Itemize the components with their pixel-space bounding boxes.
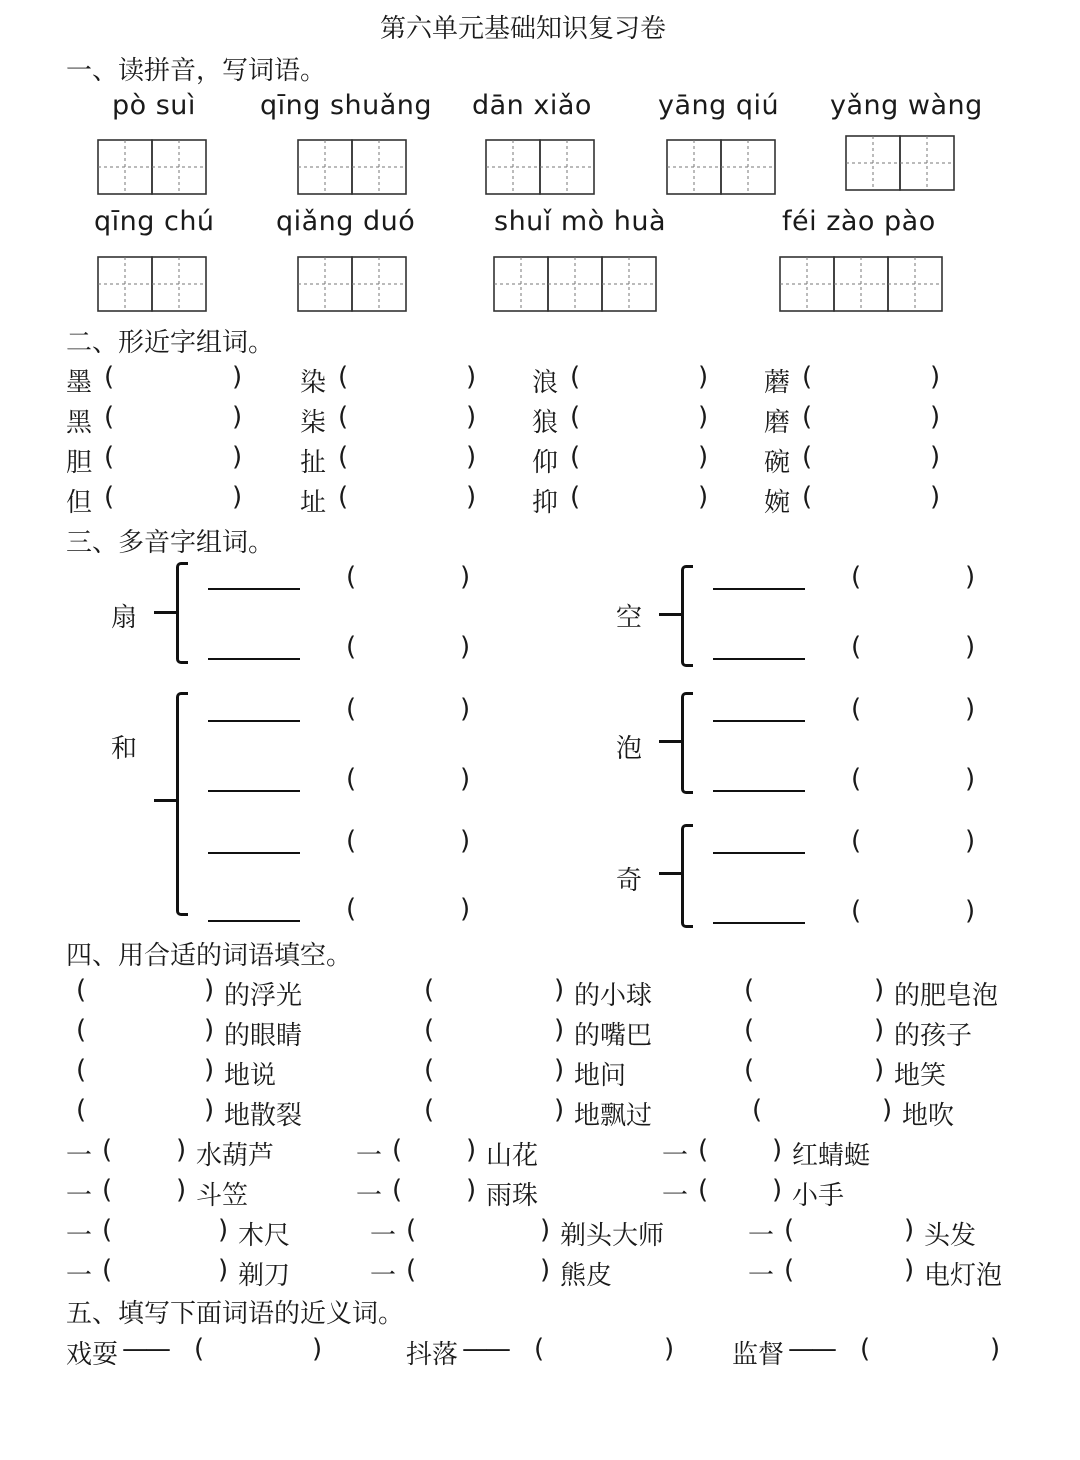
answer-line[interactable] [208,658,300,660]
measure-yi: 一 [356,1141,383,1171]
pinyin-item: dān xiǎo [472,90,592,121]
paren-close: ) [554,1015,565,1045]
paren-close: ) [466,442,477,472]
paren-close: ) [460,894,471,924]
paren-close: ) [882,1095,893,1125]
phrase-word: 地吹 [902,1101,955,1131]
answer-line[interactable] [208,588,300,590]
answer-blank[interactable] [878,1338,990,1368]
answer-blank[interactable] [716,1179,772,1209]
bracket-nub [659,872,683,875]
long-dash: —— [788,1334,834,1364]
paren-close: ) [965,632,976,662]
answer-blank[interactable] [120,1219,218,1249]
paren-open: ( [102,1175,113,1205]
answer-line[interactable] [713,790,805,792]
similar-char: 染 [300,368,327,398]
paren-open: ( [76,1095,87,1125]
similar-char: 碗 [764,448,791,478]
curly-bracket [176,692,188,916]
similar-char: 仰 [532,448,559,478]
synonym-word: 戏耍 [66,1340,119,1370]
section-5-heading: 五、填写下面词语的近义词。 [66,1299,405,1329]
paren-open: ( [104,482,115,512]
similar-char: 墨 [66,368,93,398]
paren-open: ( [851,632,862,662]
paren-close: ) [965,764,976,794]
paren-open: ( [744,1015,755,1045]
paren-open: ( [534,1334,545,1364]
measure-yi: 一 [66,1261,93,1291]
paren-open: ( [338,402,349,432]
paren-close: ) [176,1175,187,1205]
synonym-word: 监督 [732,1340,785,1370]
answer-blank[interactable] [424,1219,540,1249]
paren-open: ( [392,1135,403,1165]
paren-open: ( [851,562,862,592]
paren-open: ( [851,694,862,724]
paren-open: ( [194,1334,205,1364]
answer-blank[interactable] [410,1139,466,1169]
polyphone-char: 扇 [111,603,138,633]
section-4-heading: 四、用合适的词语填空。 [66,941,353,971]
pinyin-item: qīng chú [94,206,215,237]
answer-blank[interactable] [820,446,930,476]
paren-open: ( [570,362,581,392]
phrase-word: 头发 [924,1221,977,1251]
paren-close: ) [176,1135,187,1165]
paren-close: ) [460,562,471,592]
similar-char: 磨 [764,408,791,438]
paren-close: ) [698,442,709,472]
phrase-word: 木尺 [238,1221,291,1251]
measure-yi: 一 [356,1181,383,1211]
similar-char: 扯 [300,448,327,478]
answer-line[interactable] [208,852,300,854]
paren-open: ( [104,442,115,472]
answer-blank[interactable] [122,486,232,516]
paren-open: ( [752,1095,763,1125]
paren-close: ) [460,694,471,724]
polyphone-char: 空 [616,603,643,633]
similar-char: 柒 [300,408,327,438]
paren-close: ) [460,632,471,662]
similar-char: 浪 [532,368,559,398]
paren-open: ( [784,1255,795,1285]
measure-yi: 一 [370,1261,397,1291]
paren-open: ( [424,1055,435,1085]
bracket-nub [659,740,683,743]
answer-blank[interactable] [442,979,554,1009]
paren-close: ) [460,826,471,856]
answer-blank[interactable] [820,366,930,396]
phrase-word: 地飘过 [574,1101,653,1131]
writing-grid[interactable] [485,139,597,197]
phrase-word: 红蜻蜓 [792,1141,871,1171]
paren-close: ) [466,1135,477,1165]
paren-close: ) [990,1334,1001,1364]
similar-char: 黑 [66,408,93,438]
answer-blank[interactable] [762,1059,874,1089]
polyphone-char: 泡 [616,734,643,764]
answer-blank[interactable] [94,1099,204,1129]
measure-yi: 一 [66,1181,93,1211]
pinyin-item: yǎng wàng [830,90,983,121]
pinyin-item: qīng shuǎng [260,90,433,121]
answer-blank[interactable] [442,1099,554,1129]
paren-close: ) [218,1255,229,1285]
paren-close: ) [874,1015,885,1045]
paren-open: ( [802,442,813,472]
answer-line[interactable] [208,720,300,722]
paren-open: ( [424,1095,435,1125]
answer-blank[interactable] [588,406,698,436]
phrase-word: 的肥皂泡 [894,981,999,1011]
similar-char: 但 [66,488,93,518]
pinyin-item: yāng qiú [658,90,780,121]
paren-close: ) [204,1095,215,1125]
synonym-word: 抖落 [406,1340,459,1370]
answer-line[interactable] [713,852,805,854]
paren-open: ( [346,764,357,794]
phrase-word: 山花 [486,1141,539,1171]
pinyin-item: féi zào pào [782,206,936,237]
phrase-word: 水葫芦 [196,1141,275,1171]
paren-open: ( [392,1175,403,1205]
paren-open: ( [802,362,813,392]
phrase-word: 的嘴巴 [574,1021,653,1051]
phrase-word: 地笑 [894,1061,947,1091]
answer-blank[interactable] [716,1139,772,1169]
measure-yi: 一 [66,1221,93,1251]
bracket-nub [154,799,178,802]
paren-close: ) [554,975,565,1005]
paren-close: ) [930,482,941,512]
answer-line[interactable] [713,658,805,660]
paren-open: ( [570,402,581,432]
section-3-heading: 三、多音字组词。 [66,528,275,558]
paren-open: ( [338,482,349,512]
answer-line[interactable] [208,920,300,922]
answer-blank[interactable] [424,1259,540,1289]
paren-open: ( [102,1135,113,1165]
similar-char: 抑 [532,488,559,518]
phrase-word: 的眼睛 [224,1021,303,1051]
writing-grid[interactable] [297,256,409,314]
paren-close: ) [460,764,471,794]
paren-close: ) [232,362,243,392]
pinyin-item: pò suì [112,90,196,121]
answer-blank[interactable] [588,366,698,396]
similar-char: 蘑 [764,368,791,398]
answer-blank[interactable] [356,406,466,436]
paren-close: ) [772,1135,783,1165]
paren-open: ( [570,482,581,512]
paren-open: ( [424,1015,435,1045]
curly-bracket [681,692,693,794]
paren-open: ( [104,402,115,432]
paren-close: ) [466,362,477,392]
section-2-heading: 二、形近字组词。 [66,328,275,358]
paren-open: ( [338,362,349,392]
answer-line[interactable] [208,790,300,792]
measure-yi: 一 [748,1261,775,1291]
similar-char: 胆 [66,448,93,478]
writing-grid[interactable] [97,139,209,197]
paren-open: ( [851,826,862,856]
bracket-nub [659,613,683,616]
phrase-word: 地问 [574,1061,627,1091]
paren-close: ) [698,482,709,512]
paren-open: ( [104,362,115,392]
paren-close: ) [965,896,976,926]
answer-blank[interactable] [770,1099,882,1129]
answer-blank[interactable] [442,1059,554,1089]
paren-close: ) [904,1255,915,1285]
paren-close: ) [930,402,941,432]
phrase-word: 的孩子 [894,1021,973,1051]
curly-bracket [681,824,693,928]
answer-blank[interactable] [442,1019,554,1049]
answer-blank[interactable] [410,1179,466,1209]
answer-blank[interactable] [94,1059,204,1089]
paren-open: ( [76,975,87,1005]
writing-grid[interactable] [493,256,659,314]
paren-close: ) [466,482,477,512]
paren-close: ) [874,975,885,1005]
paren-open: ( [406,1215,417,1245]
answer-blank[interactable] [588,486,698,516]
phrase-word: 小手 [792,1181,845,1211]
curly-bracket [681,565,693,667]
paren-open: ( [802,482,813,512]
phrase-word: 熊皮 [560,1261,613,1291]
long-dash: —— [462,1334,508,1364]
paren-close: ) [204,975,215,1005]
answer-blank[interactable] [552,1338,664,1368]
answer-blank[interactable] [120,1139,176,1169]
paren-open: ( [346,894,357,924]
paren-open: ( [346,694,357,724]
answer-blank[interactable] [802,1219,904,1249]
paren-open: ( [698,1135,709,1165]
paren-open: ( [698,1175,709,1205]
paren-open: ( [851,764,862,794]
paren-close: ) [965,694,976,724]
section-1-heading: 一、读拼音，写词语。 [66,56,327,86]
paren-open: ( [346,632,357,662]
paren-open: ( [784,1215,795,1245]
measure-yi: 一 [662,1141,689,1171]
answer-blank[interactable] [122,446,232,476]
answer-blank[interactable] [820,406,930,436]
paren-close: ) [218,1215,229,1245]
answer-line[interactable] [713,720,805,722]
answer-blank[interactable] [122,406,232,436]
paren-open: ( [424,975,435,1005]
writing-grid[interactable] [666,139,778,197]
paren-open: ( [338,442,349,472]
paren-open: ( [346,826,357,856]
paren-close: ) [930,362,941,392]
paren-open: ( [102,1255,113,1285]
paren-close: ) [466,1175,477,1205]
paren-open: ( [102,1215,113,1245]
answer-blank[interactable] [820,486,930,516]
paren-close: ) [466,402,477,432]
paren-open: ( [570,442,581,472]
phrase-word: 雨珠 [486,1181,539,1211]
measure-yi: 一 [66,1141,93,1171]
writing-grid[interactable] [297,139,409,197]
polyphone-char: 和 [111,734,138,764]
paren-open: ( [76,1015,87,1045]
paren-open: ( [76,1055,87,1085]
paren-open: ( [346,562,357,592]
pinyin-item: qiǎng duó [276,206,416,237]
phrase-word: 电灯泡 [924,1261,1003,1291]
paren-close: ) [232,482,243,512]
pinyin-item: shuǐ mò huà [494,206,667,237]
phrase-word: 地说 [224,1061,277,1091]
phrase-word: 剃刀 [238,1261,291,1291]
answer-blank[interactable] [122,366,232,396]
paren-open: ( [860,1334,871,1364]
paren-open: ( [744,1055,755,1085]
paren-close: ) [698,402,709,432]
answer-blank[interactable] [356,366,466,396]
answer-blank[interactable] [356,486,466,516]
page-title: 第六单元基础知识复习卷 [380,14,667,44]
paren-open: ( [851,896,862,926]
phrase-word: 斗笠 [196,1181,249,1211]
similar-char: 婉 [764,488,791,518]
paren-close: ) [232,442,243,472]
paren-close: ) [930,442,941,472]
phrase-word: 的浮光 [224,981,303,1011]
answer-blank[interactable] [762,1019,874,1049]
answer-blank[interactable] [588,446,698,476]
paren-open: ( [406,1255,417,1285]
similar-char: 址 [300,488,327,518]
phrase-word: 地散裂 [224,1101,303,1131]
long-dash: —— [122,1334,168,1364]
answer-line[interactable] [713,588,805,590]
paren-close: ) [698,362,709,392]
answer-blank[interactable] [212,1338,312,1368]
answer-blank[interactable] [94,979,204,1009]
paren-close: ) [554,1055,565,1085]
paren-close: ) [312,1334,323,1364]
measure-yi: 一 [662,1181,689,1211]
writing-grid[interactable] [97,256,209,314]
paren-close: ) [232,402,243,432]
answer-blank[interactable] [120,1259,218,1289]
paren-close: ) [204,1055,215,1085]
similar-char: 狼 [532,408,559,438]
answer-blank[interactable] [802,1259,904,1289]
paren-close: ) [772,1175,783,1205]
writing-grid[interactable] [779,256,945,314]
answer-blank[interactable] [120,1179,176,1209]
paren-open: ( [744,975,755,1005]
paren-close: ) [904,1215,915,1245]
paren-close: ) [965,826,976,856]
paren-close: ) [874,1055,885,1085]
answer-line[interactable] [713,922,805,924]
polyphone-char: 奇 [616,866,643,896]
measure-yi: 一 [370,1221,397,1251]
paren-close: ) [554,1095,565,1125]
paren-close: ) [204,1015,215,1045]
answer-blank[interactable] [762,979,874,1009]
writing-grid[interactable] [845,135,957,193]
paren-close: ) [540,1215,551,1245]
paren-close: ) [664,1334,675,1364]
answer-blank[interactable] [94,1019,204,1049]
phrase-word: 的小球 [574,981,653,1011]
measure-yi: 一 [748,1221,775,1251]
paren-close: ) [540,1255,551,1285]
paren-open: ( [802,402,813,432]
paren-close: ) [965,562,976,592]
bracket-nub [154,611,178,614]
phrase-word: 剃头大师 [560,1221,665,1251]
answer-blank[interactable] [356,446,466,476]
